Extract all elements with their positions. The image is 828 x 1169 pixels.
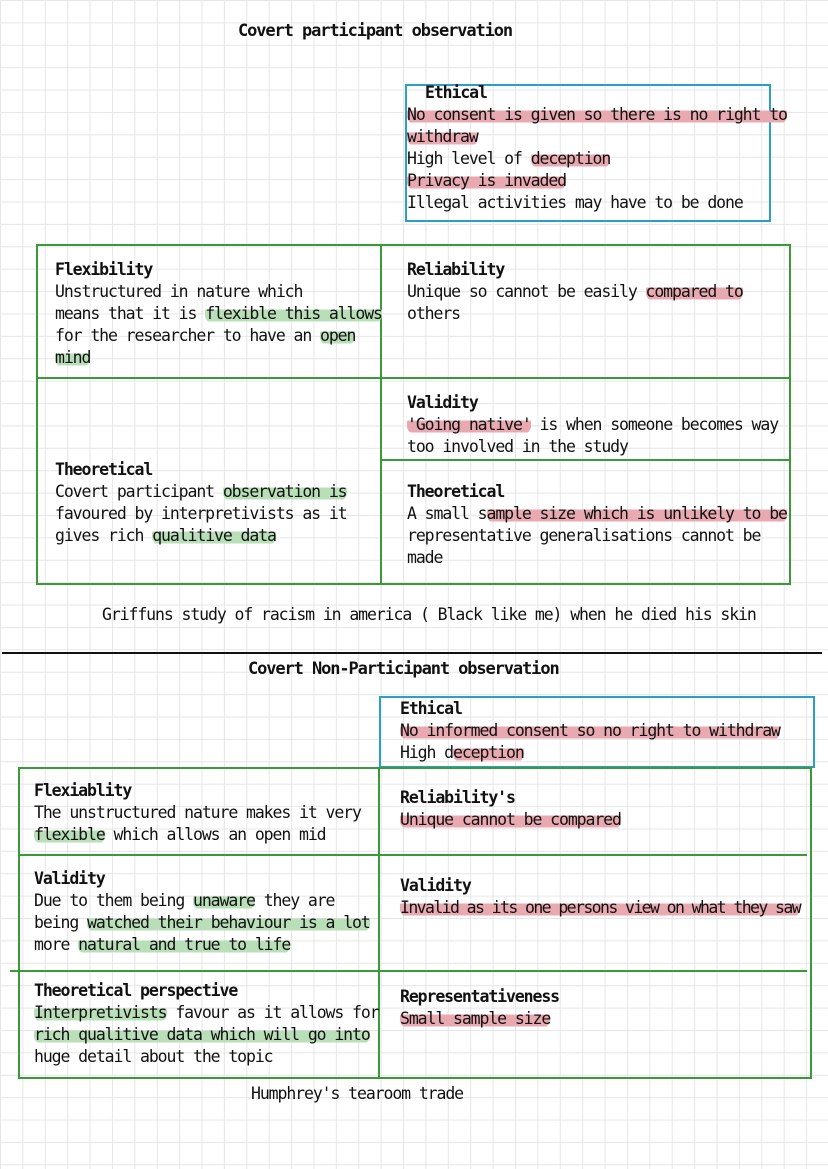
section2-representativeness-line: Small sample size	[400, 1009, 551, 1028]
section2-representativeness-heading: Representativeness	[400, 987, 560, 1006]
section1-grid-divider	[37, 377, 790, 379]
section1-grid-divider	[381, 459, 790, 461]
section1-validity-heading: Validity	[407, 393, 478, 412]
section2-title: Covert Non-Participant observation	[248, 659, 559, 679]
section2-validity-heading: Validity	[34, 869, 105, 888]
section2-validity-line: Due to them being unaware they are	[34, 891, 335, 910]
section2-theoretical-line: rich qualitive data which will go into	[34, 1025, 370, 1044]
section2-theoretical-heading: Theoretical perspective	[34, 981, 238, 1000]
section1-theoretical-line: Covert participant observation is	[55, 482, 347, 501]
section2-flexibility-line: flexible which allows an open mid	[34, 825, 326, 844]
section1-theoretical-right-line: A small sample size which is unlikely to be	[407, 504, 787, 523]
section1-example: Griffuns study of racism in america ( Black like me) when he died his skin	[102, 605, 756, 624]
section2-grid-divider	[19, 854, 807, 856]
section1-ethical-line: withdraw	[407, 127, 478, 146]
section2-theoretical-line: huge detail about the topic	[34, 1047, 273, 1066]
section2-grid-divider	[378, 768, 380, 1078]
section1-ethical-heading: Ethical	[425, 83, 487, 102]
section2-reliability-heading: Reliability's	[400, 788, 515, 807]
section2-validity-line: more natural and true to life	[34, 935, 291, 954]
section2-ethical-line: High deception	[400, 743, 524, 762]
section2-flexibility-heading: Flexiablity	[34, 781, 132, 800]
section1-theoretical-line: favoured by interpretivists as it	[55, 504, 347, 523]
section2-validity-right-line: Invalid as its one persons view on what they saw	[400, 898, 801, 917]
section1-flexibility-heading: Flexibility	[55, 260, 153, 279]
section-separator	[2, 652, 822, 654]
section1-validity-line: 'Going native' is when someone becomes way	[407, 415, 779, 434]
section2-example: Humphrey's tearoom trade	[251, 1084, 464, 1103]
section1-reliability-line: Unique so cannot be easily compared to	[407, 282, 743, 301]
section1-theoretical-heading: Theoretical	[55, 460, 153, 479]
section1-reliability-heading: Reliability	[407, 260, 505, 279]
section1-flexibility-line: for the researcher to have an open	[55, 326, 356, 345]
section2-grid-divider	[10, 970, 807, 972]
section1-flexibility-line: Unstructured in nature which	[55, 282, 303, 301]
section2-theoretical-line: Interpretivists favour as it allows for	[34, 1003, 379, 1022]
section1-theoretical-line: gives rich qualitive data	[55, 526, 276, 545]
section1-title: Covert participant observation	[238, 21, 513, 41]
section1-reliability-line: others	[407, 304, 461, 323]
section2-ethical-heading: Ethical	[400, 699, 462, 718]
section1-ethical-line: No consent is given so there is no right to	[407, 105, 787, 124]
section2-flexibility-line: The unstructured nature makes it very	[34, 803, 361, 822]
section1-theoretical-right-line: made	[407, 548, 443, 567]
section1-flexibility-line: mind	[55, 348, 91, 367]
section1-validity-line: too involved in the study	[407, 437, 628, 456]
section1-flexibility-line: means that it is flexible this allows	[55, 304, 382, 323]
section1-ethical-line: Illegal activities may have to be done	[407, 193, 743, 212]
section1-ethical-line: Privacy is invaded	[407, 171, 567, 190]
section2-ethical-line: No informed consent so no right to withdraw	[400, 721, 780, 740]
section1-ethical-line: High level of deception	[407, 149, 611, 168]
section1-grid-divider	[380, 245, 382, 584]
section2-validity-right-heading: Validity	[400, 876, 471, 895]
section1-theoretical-right-line: representative generalisations cannot be	[407, 526, 761, 545]
section2-reliability-line: Unique cannot be compared	[400, 810, 621, 829]
section2-validity-line: being watched their behaviour is a lot	[34, 913, 370, 932]
section1-theoretical-right-heading: Theoretical	[407, 482, 505, 501]
